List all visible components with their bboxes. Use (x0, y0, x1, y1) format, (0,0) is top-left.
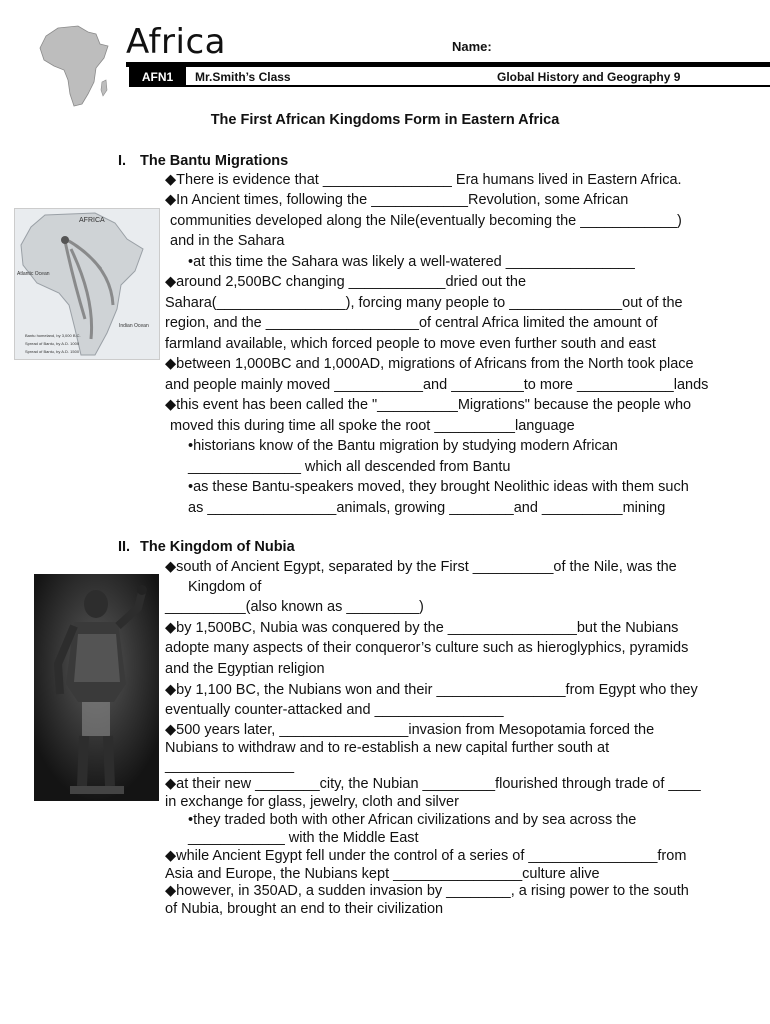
bantu-line: ◆In Ancient times, following the ____________Revolution, some African (165, 192, 629, 208)
bantu-line: ◆this event has been called the "__________Migrations" because the people who (165, 397, 692, 413)
bantu-line: farmland available, which forced people to move even further south and east (165, 336, 656, 352)
bantu-line: •at this time the Sahara was likely a well-watered ________________ (188, 254, 635, 270)
bantu-line: region, and the ___________________of central Africa limited the amount of (165, 315, 658, 331)
nubia-line: ◆500 years later, ________________invasion from Mesopotamia forced the (165, 722, 655, 738)
nubia-line: ◆by 1,500BC, Nubia was conquered by the ________________but the Nubians (165, 620, 679, 636)
nubia-line: •they traded both with other African civilizations and by sea across the (188, 812, 637, 828)
nubia-line: in exchange for glass, jewelry, cloth and silver (165, 794, 459, 810)
bantu-line: ______________ which all descended from Bantu (188, 459, 511, 475)
map-label: AFRICA (79, 217, 105, 224)
bantu-line: ◆between 1,000BC and 1,000AD, migrations of Africans from the North took place (165, 356, 694, 372)
map-legend-item: Spread of Bantu, by A.D. 1000 (25, 341, 80, 346)
map-graphic (15, 209, 159, 359)
bantu-line: as ________________animals, growing ________and __________mining (188, 500, 666, 516)
bantu-line: ◆There is evidence that ________________ Era humans lived in Eastern Africa. (165, 172, 682, 188)
nubia-line: ____________ with the Middle East (188, 830, 419, 846)
nubia-line: ◆by 1,100 BC, the Nubians won and their ________________from Egypt who they (165, 682, 698, 698)
bantu-line: and in the Sahara (170, 233, 285, 249)
bantu-line: ◆around 2,500BC changing ____________dried out the (165, 274, 527, 290)
bantu-line: •historians know of the Bantu migration by studying modern African (188, 438, 618, 454)
section-title: The Kingdom of Nubia (140, 539, 295, 555)
unit-badge: AFN1 (129, 67, 186, 87)
bantu-line: •as these Bantu-speakers moved, they brought Neolithic ideas with them such (188, 479, 689, 495)
nubia-line: Kingdom of (188, 579, 262, 595)
page-title: Africa (126, 22, 226, 62)
document-title: The First African Kingdoms Form in Eastern Africa (210, 112, 560, 128)
section-title: The Bantu Migrations (140, 153, 289, 169)
bantu-line: moved this during time all spoke the root __________language (170, 418, 575, 434)
nubian-statue-image (34, 574, 159, 801)
section-number: II. (118, 539, 131, 555)
map-legend-item: Spread of Bantu, by A.D. 1500 (25, 349, 80, 354)
statue-graphic (34, 574, 159, 801)
header-divider (126, 62, 770, 67)
bantu-line: Sahara(________________), forcing many people to ______________out of the (165, 295, 683, 311)
nubia-line: eventually counter-attacked and ________________ (165, 702, 504, 718)
section-number: I. (118, 153, 127, 169)
nubia-line: Nubians to withdraw and to re-establish a new capital further south at (165, 740, 610, 756)
course-name: Global History and Geography 9 (497, 70, 681, 84)
nubia-line: ◆at their new ________city, the Nubian _________flourished through trade of ____ (165, 776, 701, 792)
bantu-migration-map (14, 208, 160, 360)
africa-map-icon (38, 24, 112, 108)
bantu-line: and people mainly moved ___________and _________to more ____________lands (165, 377, 709, 393)
map-legend-item: Bantu homeland, by 3,000 B.C. (25, 333, 81, 338)
header-underline (186, 85, 770, 87)
nubia-line: ________________ (165, 758, 295, 774)
nubia-line: __________(also known as _________) (165, 599, 424, 615)
nubia-line: of Nubia, brought an end to their civilization (165, 901, 444, 917)
section-heading-bantu (118, 153, 288, 169)
nubia-line: adopte many aspects of their conqueror’s culture such as hieroglyphics, pyramids (165, 640, 689, 656)
map-ocean-indian: Indian Ocean (119, 323, 149, 329)
nubia-line: and the Egyptian religion (165, 661, 325, 677)
nubia-line: ◆however, in 350AD, a sudden invasion by ________, a rising power to the south (165, 883, 689, 899)
section-heading-nubia (118, 539, 295, 555)
map-ocean-atlantic: Atlantic Ocean (17, 271, 50, 277)
name-label: Name: (452, 39, 492, 54)
nubia-line: ◆south of Ancient Egypt, separated by the First __________of the Nile, was the (165, 559, 677, 575)
class-name: Mr.Smith’s Class (195, 70, 291, 84)
nubia-line: ◆while Ancient Egypt fell under the control of a series of ________________from (165, 848, 687, 864)
nubia-line: Asia and Europe, the Nubians kept ________________culture alive (165, 866, 600, 882)
bantu-line: communities developed along the Nile(eventually becoming the ____________) (170, 213, 682, 229)
